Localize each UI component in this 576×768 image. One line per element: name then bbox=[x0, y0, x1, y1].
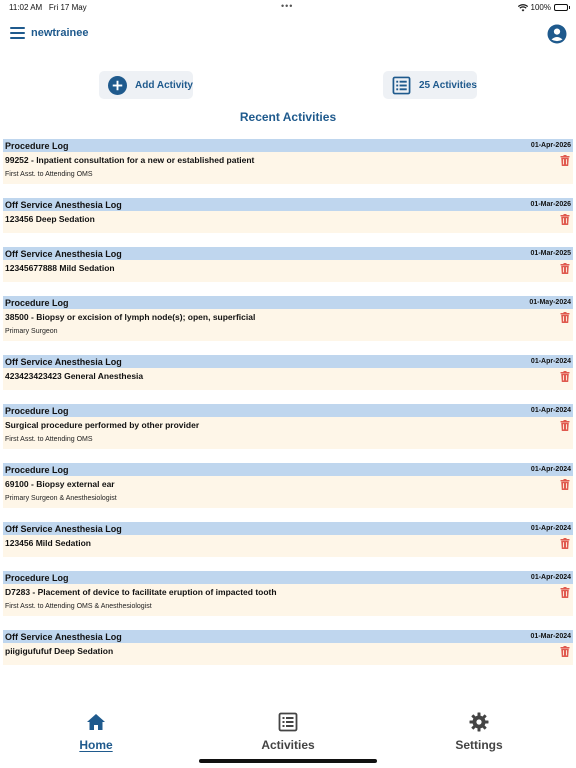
tab-home[interactable] bbox=[46, 706, 146, 752]
tab-settings-label: Settings bbox=[455, 738, 503, 752]
list-item bbox=[3, 247, 573, 282]
activity-date: 01-Apr-2024 bbox=[530, 407, 571, 414]
activity-date: 01-Apr-2026 bbox=[530, 142, 571, 149]
activity-type: Off Service Anesthesia Log bbox=[5, 248, 122, 259]
activity-type: Off Service Anesthesia Log bbox=[5, 199, 122, 210]
activity-type: Procedure Log bbox=[5, 464, 69, 475]
activities-count-label: 25 Activities bbox=[419, 79, 477, 91]
tab-activities-label: Activities bbox=[261, 738, 315, 752]
activity-subtitle: First Asst. to Attending OMS & Anesthesiologist bbox=[5, 603, 152, 610]
activity-list bbox=[3, 139, 573, 679]
plus-circle-icon bbox=[108, 76, 127, 95]
trash-icon[interactable] bbox=[560, 479, 570, 490]
list-item bbox=[3, 198, 573, 233]
activity-date: 01-Apr-2024 bbox=[530, 358, 571, 365]
nav-bar bbox=[0, 20, 576, 48]
activity-header bbox=[3, 522, 573, 535]
activity-title: 423423423423 General Anesthesia bbox=[5, 371, 144, 381]
activities-count-button[interactable] bbox=[383, 71, 477, 99]
status-right bbox=[518, 3, 568, 12]
activity-body[interactable] bbox=[3, 584, 573, 616]
activity-title: Surgical procedure performed by other provider bbox=[5, 420, 200, 430]
list-icon bbox=[278, 712, 298, 732]
activity-title: 123456 Mild Sedation bbox=[5, 538, 91, 548]
activity-date: 01-Mar-2025 bbox=[530, 250, 571, 257]
add-activity-button[interactable] bbox=[99, 71, 193, 99]
activity-body[interactable] bbox=[3, 643, 573, 665]
activity-type: Procedure Log bbox=[5, 140, 69, 151]
trash-icon[interactable] bbox=[560, 646, 570, 657]
activity-header bbox=[3, 630, 573, 643]
trash-icon[interactable] bbox=[560, 312, 570, 323]
activity-title: piigigufufuf Deep Sedation bbox=[5, 646, 114, 656]
list-item bbox=[3, 404, 573, 449]
activity-header bbox=[3, 198, 573, 211]
list-item bbox=[3, 630, 573, 665]
list-item bbox=[3, 139, 573, 184]
trash-icon[interactable] bbox=[560, 263, 570, 274]
activity-title: D7283 - Placement of device to facilitate eruption of impacted tooth bbox=[5, 587, 277, 597]
activity-header bbox=[3, 296, 573, 309]
activity-subtitle: Primary Surgeon & Anesthesiologist bbox=[5, 495, 117, 502]
activity-body[interactable] bbox=[3, 535, 573, 557]
activity-title: 38500 - Biopsy or excision of lymph node(s); open, superficial bbox=[5, 312, 256, 322]
trash-icon[interactable] bbox=[560, 420, 570, 431]
list-item bbox=[3, 355, 573, 390]
activity-type: Off Service Anesthesia Log bbox=[5, 356, 122, 367]
multitask-dots[interactable]: ••• bbox=[281, 1, 294, 11]
hamburger-icon[interactable] bbox=[10, 27, 25, 39]
trash-icon[interactable] bbox=[560, 538, 570, 549]
activity-title: 12345677888 Mild Sedation bbox=[5, 263, 115, 273]
list-item bbox=[3, 571, 573, 616]
activity-body[interactable] bbox=[3, 211, 573, 233]
activity-body[interactable] bbox=[3, 309, 573, 341]
status-bar bbox=[0, 0, 576, 14]
activity-type: Procedure Log bbox=[5, 297, 69, 308]
activity-date: 01-Apr-2024 bbox=[530, 574, 571, 581]
activity-body[interactable] bbox=[3, 260, 573, 282]
list-icon bbox=[392, 76, 411, 95]
home-indicator[interactable] bbox=[199, 759, 377, 763]
battery-percent: 100% bbox=[530, 3, 551, 12]
trash-icon[interactable] bbox=[560, 371, 570, 382]
activity-date: 01-Apr-2024 bbox=[530, 525, 571, 532]
activity-subtitle: Primary Surgeon bbox=[5, 328, 58, 335]
tab-activities[interactable] bbox=[238, 706, 338, 752]
activity-title: 69100 - Biopsy external ear bbox=[5, 479, 115, 489]
activity-date: 01-Apr-2024 bbox=[530, 466, 571, 473]
activity-body[interactable] bbox=[3, 476, 573, 508]
list-item bbox=[3, 522, 573, 557]
activity-subtitle: First Asst. to Attending OMS bbox=[5, 171, 93, 178]
activity-header bbox=[3, 404, 573, 417]
trash-icon[interactable] bbox=[560, 214, 570, 225]
list-item bbox=[3, 296, 573, 341]
activity-header bbox=[3, 355, 573, 368]
activity-body[interactable] bbox=[3, 368, 573, 390]
battery-icon bbox=[554, 4, 568, 11]
activity-header bbox=[3, 571, 573, 584]
trash-icon[interactable] bbox=[560, 155, 570, 166]
gear-icon bbox=[469, 712, 489, 732]
activity-header bbox=[3, 139, 573, 152]
status-time: 11:02 AM Fri 17 May bbox=[9, 3, 87, 12]
activity-body[interactable] bbox=[3, 417, 573, 449]
list-item bbox=[3, 463, 573, 508]
activity-type: Procedure Log bbox=[5, 405, 69, 416]
activity-date: 01-Mar-2026 bbox=[530, 201, 571, 208]
add-activity-label: Add Activity bbox=[135, 79, 193, 91]
activity-subtitle: First Asst. to Attending OMS bbox=[5, 436, 93, 443]
activity-body[interactable] bbox=[3, 152, 573, 184]
activity-title: 99252 - Inpatient consultation for a new or established patient bbox=[5, 155, 255, 165]
trash-icon[interactable] bbox=[560, 587, 570, 598]
activity-date: 01-Mar-2024 bbox=[530, 633, 571, 640]
house-icon bbox=[86, 712, 106, 732]
user-circle-icon[interactable] bbox=[547, 24, 567, 44]
activity-type: Off Service Anesthesia Log bbox=[5, 523, 122, 534]
activity-type: Off Service Anesthesia Log bbox=[5, 631, 122, 642]
activity-date: 01-May-2024 bbox=[529, 299, 571, 306]
activity-header bbox=[3, 463, 573, 476]
tab-settings[interactable] bbox=[429, 706, 529, 752]
app-title: newtrainee bbox=[31, 27, 89, 39]
activity-type: Procedure Log bbox=[5, 572, 69, 583]
tab-home-label: Home bbox=[79, 738, 113, 752]
section-title: Recent Activities bbox=[239, 110, 337, 124]
activity-header bbox=[3, 247, 573, 260]
activity-title: 123456 Deep Sedation bbox=[5, 214, 95, 224]
wifi-icon bbox=[518, 4, 528, 12]
